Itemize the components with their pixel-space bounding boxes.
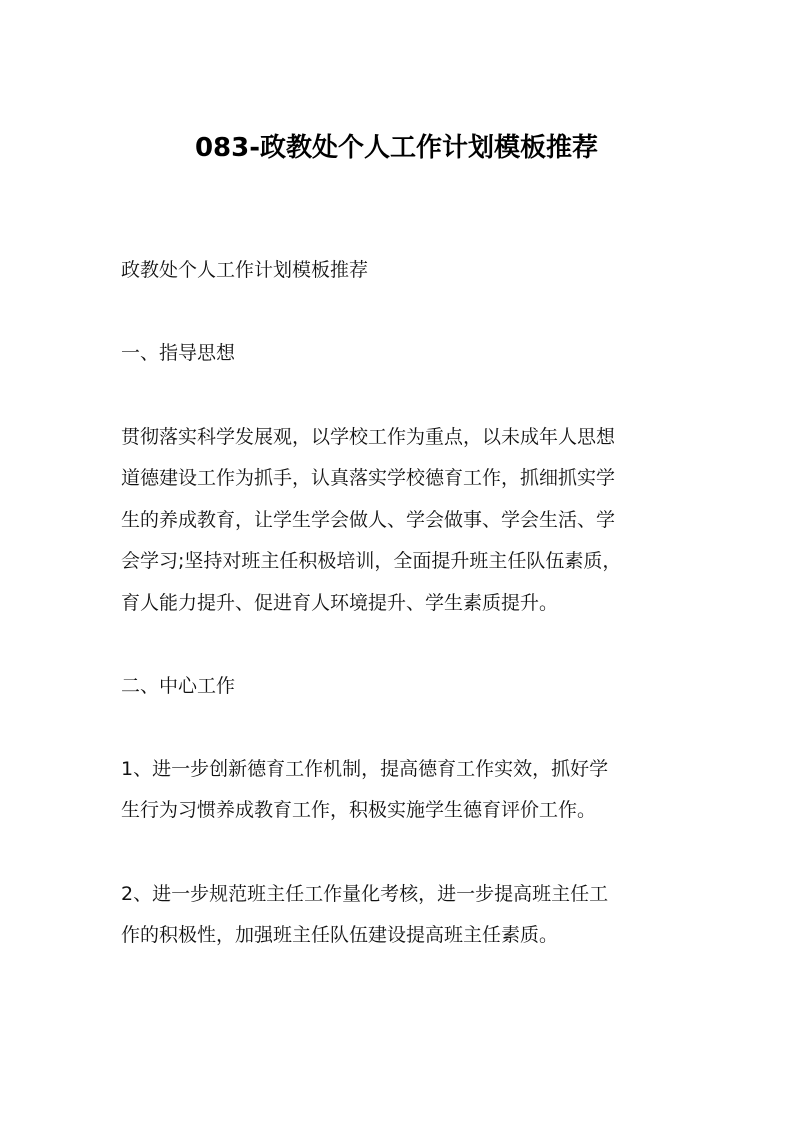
paragraph-line: 生行为习惯养成教育工作，积极实施学生德育评价工作。 (121, 799, 597, 821)
paragraph-line: 2、进一步规范班主任工作量化考核，进一步提高班主任工 (121, 883, 609, 905)
section-heading-central-work: 二、中心工作 (121, 675, 236, 697)
paragraph-line: 育人能力提升、促进育人环境提升、学生素质提升。 (121, 592, 559, 614)
paragraph-line: 1、进一步创新德育工作机制，提高德育工作实效，抓好学 (121, 758, 609, 780)
paragraph-line: 会学习;坚持对班主任积极培训，全面提升班主任队伍素质， (121, 550, 622, 572)
paragraph-line: 道德建设工作为抓手，认真落实学校德育工作，抓细抓实学 (121, 467, 616, 489)
paragraph-line: 生的养成教育，让学生学会做人、学会做事、学会生活、学 (121, 509, 616, 531)
document-subtitle: 政教处个人工作计划模板推荐 (121, 259, 369, 281)
section-heading-guiding-ideology: 一、指导思想 (121, 342, 236, 364)
document-title: 083-政教处个人工作计划模板推荐 (194, 133, 599, 163)
paragraph-line: 作的积极性，加强班主任队伍建设提高班主任素质。 (121, 924, 559, 946)
paragraph-line: 贯彻落实科学发展观，以学校工作为重点，以未成年人思想 (121, 426, 616, 448)
